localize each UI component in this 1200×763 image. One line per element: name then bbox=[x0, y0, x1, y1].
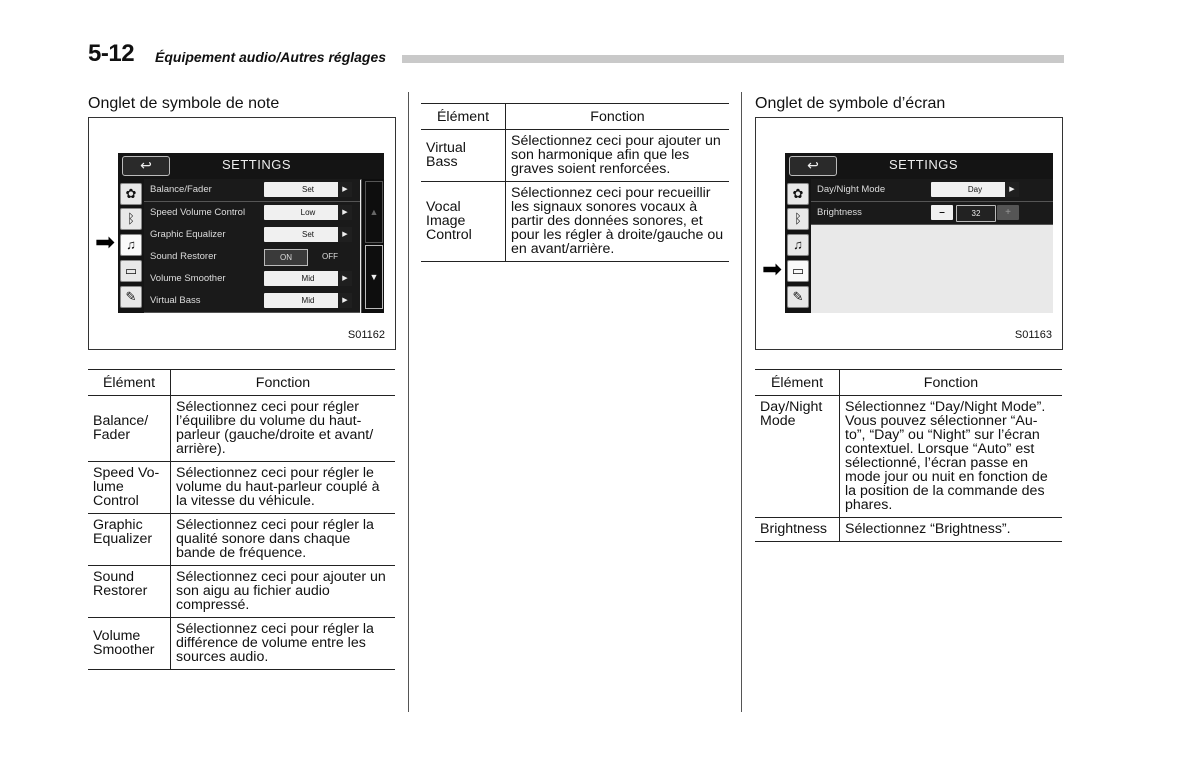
element-cell: Day/Night Mode bbox=[755, 396, 840, 518]
element-cell: Brightness bbox=[755, 518, 840, 542]
table-row bbox=[755, 396, 1062, 518]
table-row bbox=[421, 182, 729, 262]
screen-title: SETTINGS bbox=[889, 157, 959, 172]
column-header-function: Fonction bbox=[506, 104, 730, 130]
scroll-down-icon[interactable]: ▼ bbox=[365, 245, 383, 309]
table-row bbox=[88, 514, 395, 566]
bluetooth-icon[interactable]: ᛒ bbox=[120, 208, 142, 230]
row-label: Volume Smoother bbox=[150, 273, 226, 284]
function-cell: Sélectionnez ceci pour régler l’équilibre du volume du haut-parleur (gauche/droite et avant/ arrière). bbox=[171, 396, 396, 462]
settings-screen bbox=[785, 153, 1053, 313]
function-cell: Sélectionnez ceci pour ajouter un son aigu au fichier audio compressé. bbox=[171, 566, 396, 618]
chevron-right-icon: ▶ bbox=[338, 227, 352, 242]
column-header-element: Élément bbox=[421, 104, 506, 130]
row-value: Set bbox=[301, 185, 314, 194]
right-function-table bbox=[755, 369, 1062, 542]
element-cell: Balance/ Fader bbox=[88, 396, 171, 462]
back-icon[interactable]: ↩ bbox=[789, 156, 837, 176]
function-cell: Sélectionnez ceci pour régler le volume du haut-parleur couplé à la vitesse du véhicule. bbox=[171, 462, 396, 514]
chevron-right-icon: ▶ bbox=[338, 271, 352, 286]
element-cell: Virtual Bass bbox=[421, 130, 506, 182]
scroll-up-icon[interactable]: ▲ bbox=[365, 181, 383, 243]
settings-row[interactable] bbox=[144, 202, 360, 225]
note-tab-screenshot bbox=[88, 117, 396, 350]
row-label: Balance/Fader bbox=[150, 184, 212, 195]
row-value-button[interactable] bbox=[931, 182, 1019, 197]
chevron-right-icon: ▶ bbox=[1005, 182, 1019, 197]
left-caption: Onglet de symbole de note bbox=[88, 95, 280, 112]
wrench-icon[interactable]: ✎ bbox=[120, 286, 142, 308]
on-toggle[interactable]: ON bbox=[264, 249, 308, 266]
table-row bbox=[755, 518, 1062, 542]
column-divider-left bbox=[408, 92, 409, 712]
row-value-button[interactable] bbox=[264, 293, 352, 308]
table-row bbox=[88, 566, 395, 618]
table-row bbox=[88, 462, 395, 514]
pointer-arrow-icon: ➡ bbox=[95, 229, 116, 256]
left-function-table bbox=[88, 369, 395, 670]
function-cell: Sélectionnez “Day/Night Mode”. Vous pouvez sélectionner “Au-to”, “Day” ou “Night” sur l’écran contextuel. Lorsque “Auto” est sélectionné, l’écran passe en mode jour ou nuit en fonction de la position de la commande des phares. bbox=[840, 396, 1063, 518]
screen-tab-screenshot bbox=[755, 117, 1063, 350]
row-label: Graphic Equalizer bbox=[150, 229, 226, 240]
column-header-element: Élément bbox=[88, 370, 171, 396]
table-row bbox=[421, 130, 729, 182]
brightness-plus-button[interactable]: + bbox=[997, 205, 1019, 220]
settings-row[interactable] bbox=[811, 202, 1053, 225]
column-header-function: Fonction bbox=[171, 370, 396, 396]
element-cell: Sound Restorer bbox=[88, 566, 171, 618]
row-label: Brightness bbox=[817, 207, 862, 218]
screen-title-bar bbox=[785, 153, 1053, 180]
brightness-minus-button[interactable]: – bbox=[931, 205, 953, 220]
gear-icon[interactable]: ✿ bbox=[787, 183, 809, 205]
row-label: Sound Restorer bbox=[150, 251, 217, 262]
settings-row[interactable] bbox=[144, 290, 360, 313]
image-code: S01163 bbox=[1014, 329, 1052, 341]
tab-icon-column bbox=[118, 179, 144, 313]
pointer-arrow-icon: ➡ bbox=[762, 256, 783, 283]
settings-row[interactable] bbox=[144, 179, 360, 202]
bluetooth-icon[interactable]: ᛒ bbox=[787, 208, 809, 230]
settings-row[interactable] bbox=[144, 268, 360, 291]
music-note-icon[interactable]: ♫ bbox=[787, 234, 809, 256]
row-label: Speed Volume Control bbox=[150, 207, 246, 218]
function-cell: Sélectionnez ceci pour régler la différence de volume entre les sources audio. bbox=[171, 618, 396, 670]
image-code: S01162 bbox=[347, 329, 385, 341]
wrench-icon[interactable]: ✎ bbox=[787, 286, 809, 308]
function-cell: Sélectionnez ceci pour recueillir les signaux sonores vocaux à partir des données sonores, et pour les régler à droite/gauche ou en avant/arrière. bbox=[506, 182, 730, 262]
middle-function-table bbox=[421, 103, 729, 262]
page-number: 5-12 bbox=[88, 40, 135, 67]
table-row bbox=[88, 396, 395, 462]
element-cell: Graphic Equalizer bbox=[88, 514, 171, 566]
row-value: Low bbox=[300, 208, 316, 217]
settings-screen bbox=[118, 153, 384, 313]
screen-title-bar bbox=[118, 153, 384, 180]
chevron-right-icon: ▶ bbox=[338, 293, 352, 308]
row-value: Mid bbox=[301, 274, 315, 283]
row-value-button[interactable] bbox=[264, 205, 352, 220]
function-cell: Sélectionnez ceci pour régler la qualité sonore dans chaque bande de fréquence. bbox=[171, 514, 396, 566]
off-toggle[interactable]: OFF bbox=[322, 252, 338, 261]
element-cell: Speed Vo-lume Control bbox=[88, 462, 171, 514]
element-cell: Volume Smoother bbox=[88, 618, 171, 670]
row-value-button[interactable] bbox=[264, 271, 352, 286]
scrollbar[interactable] bbox=[361, 179, 384, 313]
gear-icon[interactable]: ✿ bbox=[120, 183, 142, 205]
row-value: Day bbox=[967, 185, 983, 194]
table-row bbox=[88, 618, 395, 670]
chevron-right-icon: ▶ bbox=[338, 182, 352, 197]
row-label: Day/Night Mode bbox=[817, 184, 886, 195]
row-value-button[interactable] bbox=[264, 227, 352, 242]
back-icon[interactable]: ↩ bbox=[122, 156, 170, 176]
music-note-icon[interactable]: ♫ bbox=[120, 234, 142, 256]
right-caption: Onglet de symbole d’écran bbox=[755, 95, 946, 112]
row-value: Mid bbox=[301, 296, 315, 305]
row-value: Set bbox=[301, 230, 314, 239]
brightness-value: 32 bbox=[956, 205, 996, 222]
screen-icon[interactable]: ▭ bbox=[120, 260, 142, 282]
screen-title: SETTINGS bbox=[222, 157, 292, 172]
row-value-button[interactable] bbox=[264, 182, 352, 197]
function-cell: Sélectionnez “Brightness”. bbox=[840, 518, 1063, 542]
row-label: Virtual Bass bbox=[150, 295, 201, 306]
tab-icon-column bbox=[785, 179, 811, 313]
column-header-element: Élément bbox=[755, 370, 840, 396]
column-header-function: Fonction bbox=[840, 370, 1063, 396]
section-title: Équipement audio/Autres réglages bbox=[155, 49, 387, 65]
screen-icon[interactable]: ▭ bbox=[787, 260, 809, 282]
header-rule bbox=[402, 55, 1064, 63]
function-cell: Sélectionnez ceci pour ajouter un son harmonique afin que les graves soient renforcées. bbox=[506, 130, 730, 182]
column-divider-right bbox=[741, 92, 742, 712]
settings-row[interactable] bbox=[811, 179, 1053, 202]
settings-row[interactable] bbox=[144, 224, 360, 247]
element-cell: Vocal Image Control bbox=[421, 182, 506, 262]
settings-row[interactable] bbox=[144, 246, 360, 269]
chevron-right-icon: ▶ bbox=[338, 205, 352, 220]
